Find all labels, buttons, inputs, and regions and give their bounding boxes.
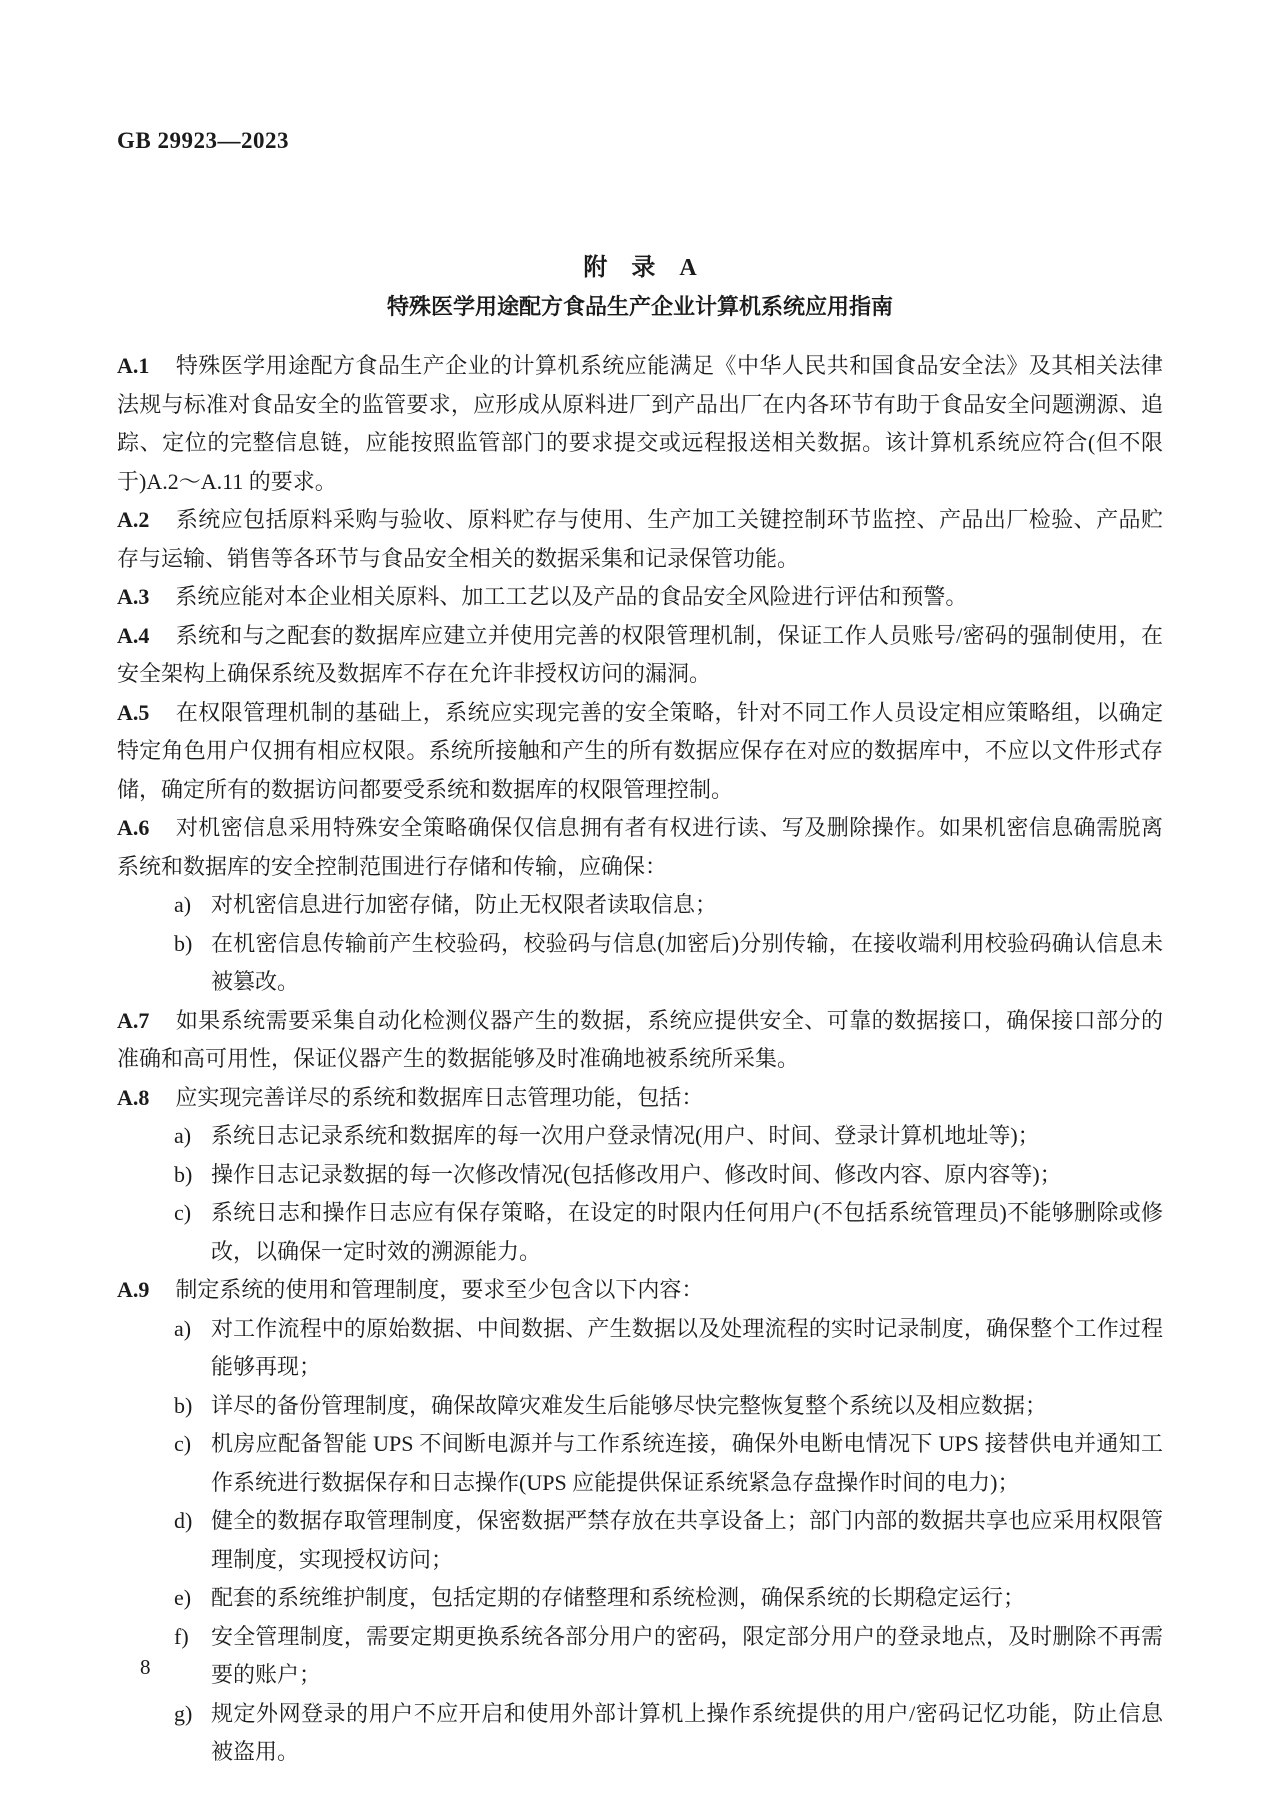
list-item-marker: g) xyxy=(174,1700,193,1726)
list-item xyxy=(117,1310,1163,1387)
clause-text: 如果系统需要采集自动化检测仪器产生的数据，系统应提供安全、可靠的数据接口，确保接口部分的准确和高可用性，保证仪器产生的数据能够及时准确地被系统所采集。 xyxy=(117,1007,1163,1071)
list-item-marker: e) xyxy=(174,1585,192,1610)
list-item xyxy=(117,925,1163,1002)
clause-a9 xyxy=(117,1271,1163,1310)
page-number: 8 xyxy=(140,1655,151,1679)
list-item-marker: c) xyxy=(174,1200,192,1225)
list-item-text: 对机密信息进行加密存储，防止无权限者读取信息； xyxy=(211,892,718,917)
clause-number: A.5 xyxy=(117,699,150,725)
list-item-text: 在机密信息传输前产生校验码，校验码与信息(加密后)分别传输，在接收端利用校验码确认信息未被篡改。 xyxy=(211,930,1163,994)
list-item-text: 配套的系统维护制度，包括定期的存储整理和系统检测，确保系统的长期稳定运行； xyxy=(211,1585,1026,1610)
list-item-marker: c) xyxy=(174,1431,192,1456)
appendix-content xyxy=(117,251,1163,1772)
clause-text: 应实现完善详尽的系统和数据库日志管理功能，包括： xyxy=(175,1084,704,1110)
clause-number: A.9 xyxy=(117,1277,150,1302)
list-item xyxy=(117,1579,1163,1618)
appendix-title: 附 录 A xyxy=(583,255,697,281)
clause-number: A.7 xyxy=(117,1007,150,1033)
clause-text: 系统应包括原料采购与验收、原料贮存与使用、生产加工关键控制环节监控、产品出厂检验、产品贮存与运输、销售等各环节与食品安全相关的数据采集和记录保管功能。 xyxy=(117,507,1163,571)
clause-number: A.2 xyxy=(117,507,150,532)
list-item-text: 机房应配备智能 UPS 不间断电源并与工作系统连接，确保外电断电情况下 UPS 接替供电并通知工作系统进行数据保存和日志操作(UPS 应能提供保证系统紧急存盘操作时间的电力)； xyxy=(211,1431,1163,1495)
list-item-marker: a) xyxy=(174,1123,192,1148)
list-item-marker: f) xyxy=(174,1623,189,1649)
list-item-marker: a) xyxy=(174,1315,192,1341)
list-item-marker: b) xyxy=(174,930,193,956)
list-item-text: 操作日志记录数据的每一次修改情况(包括修改用户、修改时间、修改内容、原内容等)； xyxy=(211,1161,1062,1187)
list-item-text: 详尽的备份管理制度，确保故障灾难发生后能够尽快完整恢复整个系统以及相应数据； xyxy=(211,1392,1048,1418)
clause-a7 xyxy=(117,1002,1163,1079)
list-item-text: 系统日志和操作日志应有保存策略，在设定的时限内任何用户(不包括系统管理员)不能够删除或修改，以确保一定时效的溯源能力。 xyxy=(211,1200,1163,1264)
list-item-marker: d) xyxy=(174,1508,193,1533)
list-item-text: 对工作流程中的原始数据、中间数据、产生数据以及处理流程的实时记录制度，确保整个工作过程能够再现； xyxy=(211,1315,1163,1379)
clause-text: 在权限管理机制的基础上，系统应实现完善的安全策略，针对不同工作人员设定相应策略组，以确定特定角色用户仅拥有相应权限。系统所接触和产生的所有数据应保存在对应的数据库中，不应以文件形式存储，确定所有的数据访问都要受系统和数据库的权限管理控制。 xyxy=(117,699,1163,802)
clause-a6 xyxy=(117,809,1163,886)
list-item-text: 规定外网登录的用户不应开启和使用外部计算机上操作系统提供的用户/密码记忆功能，防止信息被盗用。 xyxy=(211,1700,1163,1764)
clause-text: 系统应能对本企业相关原料、加工工艺以及产品的食品安全风险进行评估和预警。 xyxy=(175,584,968,609)
list-item-text: 健全的数据存取管理制度，保密数据严禁存放在共享设备上；部门内部的数据共享也应采用权限管理制度，实现授权访问； xyxy=(211,1508,1163,1572)
list-item xyxy=(117,1156,1163,1195)
list-item xyxy=(117,1387,1163,1426)
list-item xyxy=(117,1502,1163,1579)
standard-number: GB 29923—2023 xyxy=(117,128,289,153)
clause-number: A.8 xyxy=(117,1084,150,1110)
clause-a4 xyxy=(117,617,1163,694)
clause-text: 系统和与之配套的数据库应建立并使用完善的权限管理机制，保证工作人员账号/密码的强制使用，在安全架构上确保系统及数据库不存在允许非授权访问的漏洞。 xyxy=(117,622,1163,686)
clause-a1 xyxy=(117,347,1163,501)
list-item xyxy=(117,886,1163,925)
clause-text: 对机密信息采用特殊安全策略确保仅信息拥有者有权进行读、写及删除操作。如果机密信息确需脱离系统和数据库的安全控制范围进行存储和传输，应确保： xyxy=(117,815,1163,879)
list-item xyxy=(117,1618,1163,1695)
list-item-marker: b) xyxy=(174,1392,193,1418)
list-item-marker: b) xyxy=(174,1161,193,1187)
list-item-text: 系统日志记录系统和数据库的每一次用户登录情况(用户、时间、登录计算机地址等)； xyxy=(211,1123,1040,1148)
clause-a8 xyxy=(117,1079,1163,1118)
clause-number: A.3 xyxy=(117,584,150,609)
clause-number: A.6 xyxy=(117,815,150,840)
clause-number: A.4 xyxy=(117,622,150,648)
list-item-text: 安全管理制度，需要定期更换系统各部分用户的密码，限定部分用户的登录地点，及时删除不再需要的账户； xyxy=(211,1623,1163,1687)
clause-text: 特殊医学用途配方食品生产企业的计算机系统应能满足《中华人民共和国食品安全法》及其相关法律法规与标准对食品安全的监管要求，应形成从原料进厂到产品出厂在内各环节有助于食品安全问题溯源、追踪、定位的完整信息链，应能按照监管部门的要求提交或远程报送相关数据。该计算机系统应符合(但不限于)A.2～A.11 的要求。 xyxy=(117,353,1163,494)
clause-a5 xyxy=(117,694,1163,810)
list-item-marker: a) xyxy=(174,892,192,917)
clause-number: A.1 xyxy=(117,353,150,378)
appendix-subtitle: 特殊医学用途配方食品生产企业计算机系统应用指南 xyxy=(386,294,893,319)
list-item xyxy=(117,1117,1163,1156)
list-item xyxy=(117,1194,1163,1271)
clause-text: 制定系统的使用和管理制度，要求至少包含以下内容： xyxy=(175,1277,704,1302)
list-item xyxy=(117,1425,1163,1502)
list-item xyxy=(117,1695,1163,1772)
clause-a2 xyxy=(117,501,1163,578)
clause-a3 xyxy=(117,578,1163,617)
